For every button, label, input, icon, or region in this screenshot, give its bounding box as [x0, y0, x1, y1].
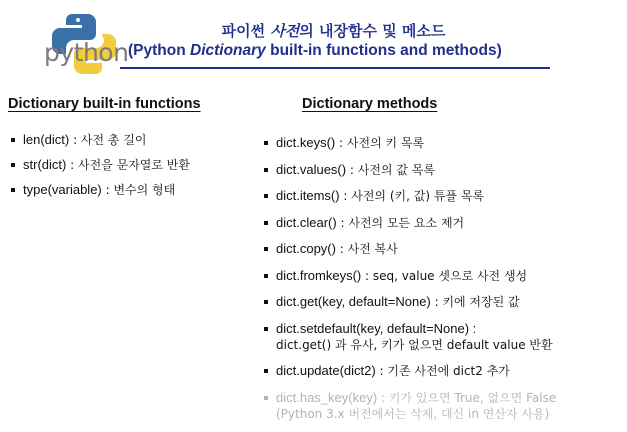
- list-item: dict.items() : 사전의 (키, 값) 튜플 목록: [264, 188, 556, 204]
- list-item: dict.keys() : 사전의 키 목록: [264, 135, 556, 151]
- list-item: len(dict) : 사전 총 길이: [11, 132, 190, 148]
- list-item: dict.update(dict2) : 기존 사전에 dict2 추가: [264, 363, 556, 379]
- list-item: dict.fromkeys() : seq, value 셋으로 사전 생성: [264, 268, 556, 284]
- list-item: type(variable) : 변수의 형태: [11, 182, 190, 198]
- python-logo-word: python: [44, 38, 129, 67]
- methods-header: Dictionary methods: [302, 96, 438, 112]
- list-item: dict.get(key, default=None) : 키에 저장된 값: [264, 294, 556, 310]
- methods-list: [264, 135, 556, 432]
- list-item: str(dict) : 사전을 문자열로 반환: [11, 157, 190, 173]
- builtin-functions-header: Dictionary built-in functions: [8, 96, 201, 112]
- page-title-korean: 파이썬 사전의 내장함수 및 메소드: [221, 22, 446, 40]
- list-item: dict.values() : 사전의 값 목록: [264, 162, 556, 178]
- builtin-functions-list: [11, 132, 190, 207]
- list-item: dict.setdefault(key, default=None) : dict.get() 과 유사, 키가 없으면 default value 반환: [264, 321, 556, 353]
- list-item: dict.copy() : 사전 복사: [264, 241, 556, 257]
- title-underline: [120, 67, 550, 69]
- list-item: dict.clear() : 사전의 모든 요소 제거: [264, 215, 556, 231]
- page-title-english: (Python Dictionary built-in functions and methods): [128, 42, 502, 59]
- list-item-deprecated: dict.has_key(key) : 키가 있으면 True, 없으면 False (Python 3.x 버전에서는 삭제, 대신 in 연산자 사용): [264, 390, 556, 422]
